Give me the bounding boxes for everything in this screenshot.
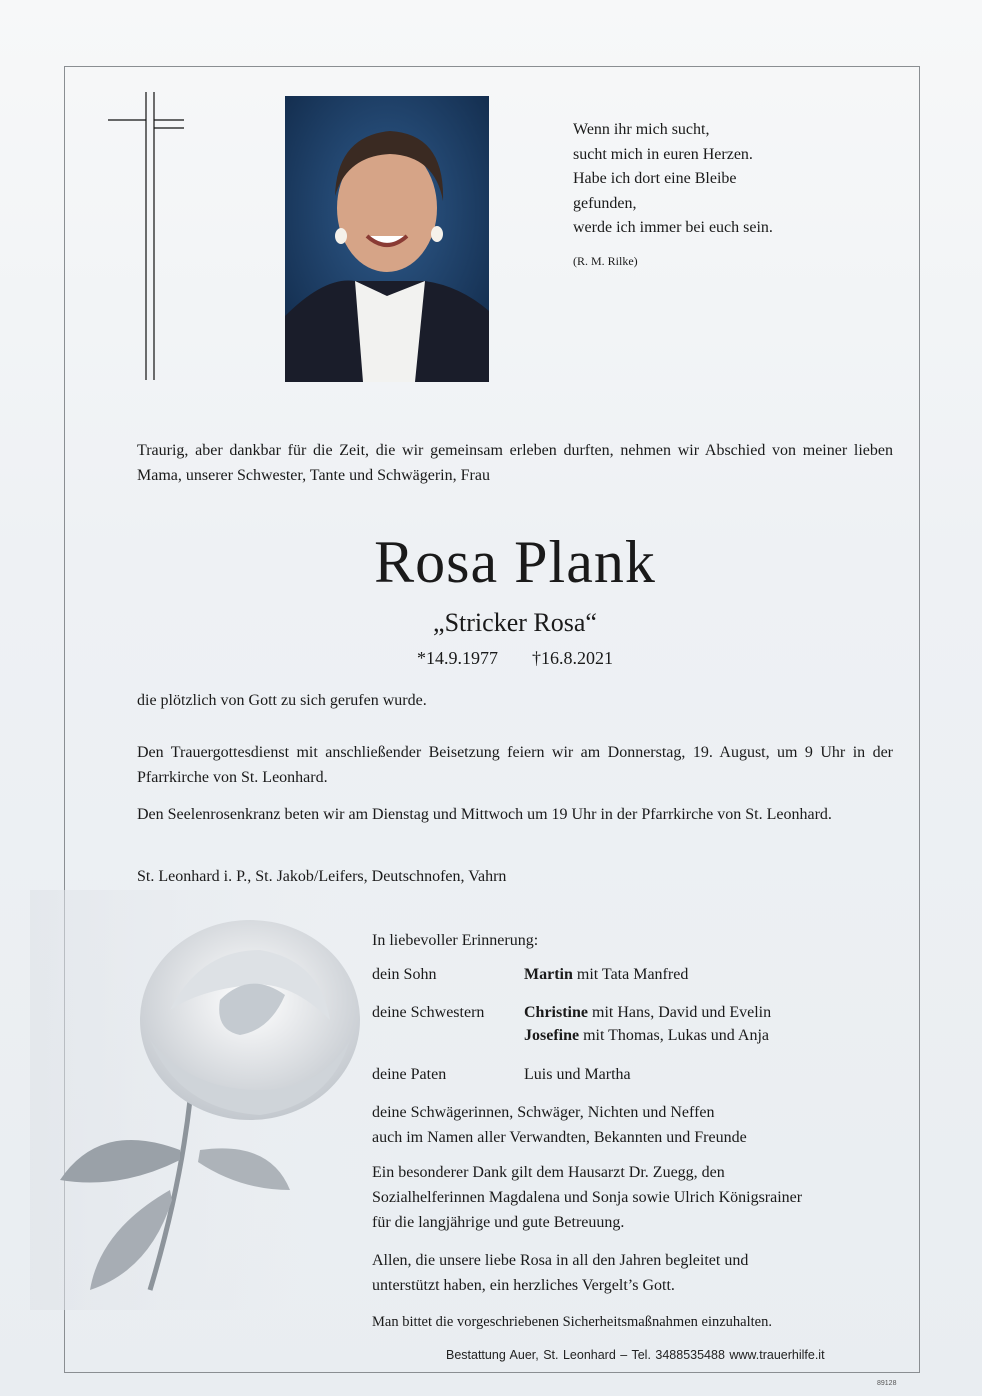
poem-line: Habe ich dort eine Bleibe xyxy=(573,170,737,188)
poem-line: Wenn ihr mich sucht, xyxy=(573,121,710,138)
thanks2-text xyxy=(372,1248,748,1298)
poem-line: werde ich immer bei euch sein. xyxy=(573,219,773,237)
family-row xyxy=(372,1023,769,1048)
poem xyxy=(573,118,773,274)
thanks2-line: unterstützt haben, ein herzliches Vergelt’s Gott. xyxy=(372,1277,675,1294)
family-relation: dein Sohn xyxy=(372,966,437,983)
funeral-text: Den Trauergottesdienst mit anschließender Beisetzung feiern wir am Donnerstag, 19. August, um 9 Uhr in der Pfarrkirche von St. Leonhard. xyxy=(137,744,893,786)
poem-author: (R. M. Rilke) xyxy=(573,253,638,268)
family-row xyxy=(372,1000,771,1025)
poem-line: sucht mich in euren Herzen. xyxy=(573,145,753,163)
safety-text: Man bittet die vorgeschriebenen Sicherheitsmaßnahmen einzuhalten. xyxy=(372,1314,772,1330)
document-code: 89128 xyxy=(877,1380,897,1387)
called-text: die plötzlich von Gott zu sich gerufen wurde. xyxy=(137,692,427,709)
thanks-line: Ein besonderer Dank gilt dem Hausarzt Dr. Zuegg, den xyxy=(372,1164,725,1181)
family-rest: Luis und Martha xyxy=(524,1066,631,1083)
thanks-line: Sozialhelferinnen Magdalena und Sonja sowie Ulrich Königsrainer xyxy=(372,1189,803,1206)
rose-illustration xyxy=(30,890,410,1310)
intro-text: Traurig, aber dankbar für die Zeit, die wir gemeinsam erleben durften, nehmen wir Abschied von meiner lieben Mama, unserer Schwester, Tante und Schwägerin, Frau xyxy=(137,442,893,484)
family-name: Christine xyxy=(524,1004,588,1021)
family-rest: mit Tata Manfred xyxy=(572,966,689,983)
thanks-text xyxy=(372,1160,802,1235)
family-rest: mit Hans, David und Evelin xyxy=(588,1004,772,1021)
family-name: Martin xyxy=(524,966,573,983)
relatives-line: deine Schwägerinnen, Schwäger, Nichten und Neffen xyxy=(372,1104,715,1121)
thanks-line: für die langjährige und gute Betreuung. xyxy=(372,1214,625,1231)
family-row xyxy=(372,1062,631,1087)
family-row xyxy=(372,962,688,987)
relatives-text xyxy=(372,1100,747,1150)
family-relation: deine Paten xyxy=(372,1066,447,1083)
birth-date: *14.9.1977 xyxy=(417,648,498,668)
places-text: St. Leonhard i. P., St. Jakob/Leifers, Deutschnofen, Vahrn xyxy=(137,868,507,885)
footer-contact: Bestattung Auer, St. Leonhard – Tel. 3488535488 www.trauerhilfe.it xyxy=(446,1348,825,1362)
thanks2-line: Allen, die unsere liebe Rosa in all den Jahren begleitet und xyxy=(372,1252,749,1269)
life-dates xyxy=(0,648,982,669)
poem-line: gefunden, xyxy=(573,194,637,212)
death-date: †16.8.2021 xyxy=(532,648,613,668)
family-relation: deine Schwestern xyxy=(372,1004,485,1021)
relatives-line: auch im Namen aller Verwandten, Bekannten und Freunde xyxy=(372,1129,747,1146)
family-rest: mit Thomas, Lukas und Anja xyxy=(579,1027,770,1044)
cross-icon xyxy=(104,90,188,382)
family-name: Josefine xyxy=(524,1027,580,1044)
portrait-photo xyxy=(285,96,489,382)
deceased-nickname: „Stricker Rosa“ xyxy=(433,608,597,637)
memory-heading: In liebevoller Erinnerung: xyxy=(372,932,539,949)
deceased-name: Rosa Plank xyxy=(374,529,656,595)
rosary-text: Den Seelenrosenkranz beten wir am Dienstag und Mittwoch um 19 Uhr in der Pfarrkirche von St. Leonhard. xyxy=(137,806,832,823)
